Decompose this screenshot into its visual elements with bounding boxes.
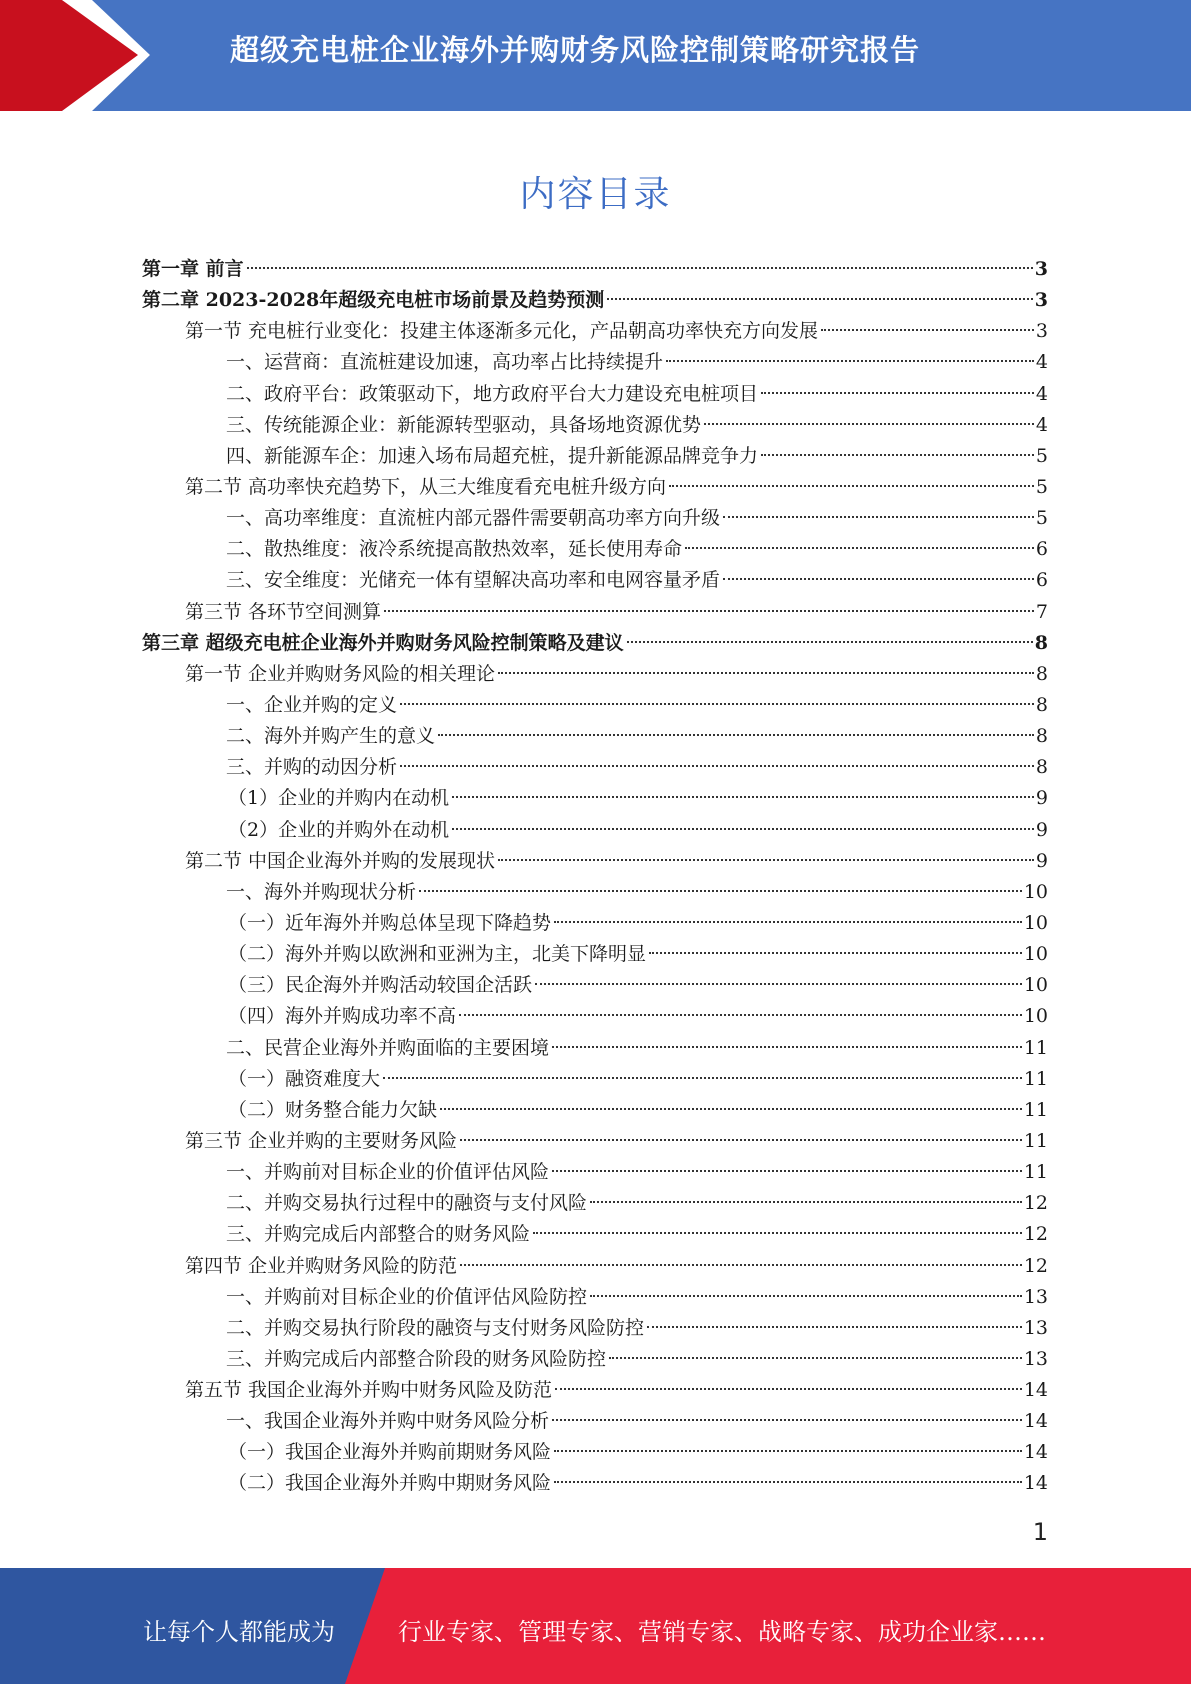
toc-dot-leader <box>460 1139 1022 1141</box>
toc-entry-page: 10 <box>1023 911 1048 934</box>
toc-entry-page: 8 <box>1034 631 1048 654</box>
toc-dot-leader <box>383 1077 1022 1079</box>
toc-entry[interactable] <box>142 659 1048 690</box>
toc-entry[interactable] <box>142 877 1048 908</box>
toc-dot-leader <box>459 1014 1022 1016</box>
toc-dot-leader <box>498 859 1034 861</box>
toc-dot-leader <box>761 392 1034 394</box>
toc-entry-page: 11 <box>1023 1161 1048 1184</box>
toc-entry-title: （一）我国企业海外并购前期财务风险 <box>228 1441 552 1464</box>
toc-dot-leader <box>669 485 1034 487</box>
toc-entry-page: 9 <box>1035 849 1048 872</box>
toc-dot-leader <box>533 1232 1022 1234</box>
toc-entry[interactable] <box>142 503 1048 534</box>
toc-dot-leader <box>554 1481 1022 1483</box>
toc-entry[interactable] <box>142 472 1048 503</box>
page-number: 1 <box>1032 1518 1048 1546</box>
toc-entry-page: 8 <box>1035 725 1048 748</box>
toc-entry[interactable] <box>142 1064 1048 1095</box>
report-title: 超级充电桩企业海外并购财务风险控制策略研究报告 <box>230 33 921 67</box>
toc-entry-title: 三、安全维度：光储充一体有望解决高功率和电网容量矛盾 <box>226 569 721 592</box>
toc-dot-leader <box>460 1264 1022 1266</box>
toc-entry-page: 8 <box>1035 693 1048 716</box>
toc-entry-page: 12 <box>1023 1254 1048 1277</box>
toc-entry-title: 二、海外并购产生的意义 <box>226 725 436 748</box>
toc-entry-title: 第五节 我国企业海外并购中财务风险及防范 <box>185 1379 553 1402</box>
toc-entry-title: 二、并购交易执行阶段的融资与支付财务风险防控 <box>226 1316 645 1339</box>
toc-entry-title: 三、并购的动因分析 <box>226 756 398 779</box>
toc-entry-page: 9 <box>1035 787 1048 810</box>
toc-entry-title: 一、高功率维度：直流桩内部元器件需要朝高功率方向升级 <box>226 507 721 530</box>
toc-entry-page: 14 <box>1023 1441 1048 1464</box>
toc-entry-title: 第三节 各环节空间测算 <box>185 600 382 623</box>
toc-heading: 内容目录 <box>519 174 672 215</box>
toc-entry-title: 四、新能源车企：加速入场布局超充桩，提升新能源品牌竞争力 <box>226 444 759 467</box>
footer-slogan-left: 让每个人都能成为 <box>143 1618 335 1646</box>
toc-entry-page: 11 <box>1023 1129 1048 1152</box>
toc-entry[interactable] <box>142 410 1048 441</box>
toc-entry-page: 6 <box>1035 569 1048 592</box>
toc-dot-leader <box>438 734 1034 736</box>
toc-entry-title: 第二章 2023-2028年超级充电桩市场前景及趋势预测 <box>142 289 605 312</box>
toc-entry-title: （二）财务整合能力欠缺 <box>228 1098 438 1121</box>
toc-entry-page: 13 <box>1023 1285 1048 1308</box>
toc-entry-title: 第三节 企业并购的主要财务风险 <box>185 1129 458 1152</box>
toc-entry-page: 4 <box>1035 382 1048 405</box>
toc-dot-leader <box>821 329 1034 331</box>
toc-entry-title: 第一节 企业并购财务风险的相关理论 <box>185 662 496 685</box>
toc-entry-title: （2）企业的并购外在动机 <box>228 818 450 841</box>
toc-dot-leader <box>452 828 1034 830</box>
toc-dot-leader <box>552 1419 1022 1421</box>
footer-banner <box>0 1568 1191 1684</box>
toc-entry[interactable] <box>142 1344 1048 1375</box>
toc-entry[interactable] <box>142 1313 1048 1344</box>
toc-entry-page: 5 <box>1035 507 1048 530</box>
toc-entry[interactable] <box>142 908 1048 939</box>
toc-entry-page: 13 <box>1023 1347 1048 1370</box>
toc-entry-page: 13 <box>1023 1316 1048 1339</box>
toc-dot-leader <box>552 1170 1022 1172</box>
toc-entry-title: 三、并购完成后内部整合的财务风险 <box>226 1223 531 1246</box>
toc-dot-leader <box>554 1450 1022 1452</box>
toc-entry[interactable] <box>142 254 1048 285</box>
toc-dot-leader <box>607 298 1033 300</box>
toc-entry[interactable] <box>142 1157 1048 1188</box>
toc-entry-page: 10 <box>1023 943 1048 966</box>
toc-entry[interactable] <box>142 285 1048 316</box>
toc-entry-title: 第四节 企业并购财务风险的防范 <box>185 1254 458 1277</box>
toc-entry-page: 3 <box>1034 258 1048 280</box>
header-banner <box>0 0 1191 111</box>
toc-dot-leader <box>400 703 1034 705</box>
toc-entry-page: 10 <box>1023 880 1048 903</box>
toc-entry-title: 一、我国企业海外并购中财务风险分析 <box>226 1410 550 1433</box>
toc-entry[interactable] <box>142 939 1048 970</box>
toc-dot-leader <box>247 267 1033 269</box>
toc-entry-page: 5 <box>1035 475 1048 498</box>
toc-entry-page: 4 <box>1035 351 1048 374</box>
toc-entry-title: 一、企业并购的定义 <box>226 693 398 716</box>
toc-entry-title: （一）近年海外并购总体呈现下降趋势 <box>228 911 552 934</box>
toc-dot-leader <box>666 360 1034 362</box>
toc-entry[interactable] <box>142 347 1048 378</box>
toc-entry-page: 3 <box>1034 289 1048 312</box>
toc-entry-title: （三）民企海外并购活动较国企活跃 <box>228 974 533 997</box>
toc-entry[interactable] <box>142 628 1048 659</box>
toc-entry-page: 14 <box>1023 1410 1048 1433</box>
toc-entry-page: 11 <box>1023 1098 1048 1121</box>
toc-entry-title: 二、民营企业海外并购面临的主要困境 <box>226 1036 550 1059</box>
toc-entry[interactable] <box>142 1406 1048 1437</box>
toc-entry[interactable] <box>142 1033 1048 1064</box>
toc-entry[interactable] <box>142 316 1048 347</box>
toc-dot-leader <box>609 1357 1022 1359</box>
toc-dot-leader <box>452 796 1034 798</box>
toc-entry-title: 第三章 超级充电桩企业海外并购财务风险控制策略及建议 <box>142 631 624 654</box>
toc-entry[interactable] <box>142 1468 1048 1499</box>
toc-dot-leader <box>498 672 1034 674</box>
toc-entry-title: （1）企业的并购内在动机 <box>228 787 450 810</box>
toc-entry-page: 14 <box>1023 1379 1048 1402</box>
toc-dot-leader <box>535 983 1022 985</box>
toc-entry[interactable] <box>142 441 1048 472</box>
toc-entry-title: （四）海外并购成功率不高 <box>228 1005 457 1028</box>
toc-entry[interactable] <box>142 1126 1048 1157</box>
toc-entry-page: 11 <box>1023 1036 1048 1059</box>
toc-dot-leader <box>649 952 1022 954</box>
toc-entry-page: 9 <box>1035 818 1048 841</box>
toc-entry-page: 6 <box>1035 538 1048 561</box>
toc-dot-leader <box>590 1295 1022 1297</box>
toc-entry[interactable] <box>142 783 1048 814</box>
toc-entry-page: 12 <box>1023 1192 1048 1215</box>
toc-dot-leader <box>552 1046 1022 1048</box>
toc-entry-page: 8 <box>1035 756 1048 779</box>
toc-entry-page: 4 <box>1035 413 1048 436</box>
toc-dot-leader <box>723 516 1034 518</box>
toc-entry[interactable] <box>142 1001 1048 1032</box>
toc-entry-title: 第一章 前言 <box>142 258 244 280</box>
footer-slogan-right: 行业专家、管理专家、营销专家、战略专家、成功企业家…… <box>398 1618 1046 1646</box>
toc-dot-leader <box>685 547 1034 549</box>
toc-entry[interactable] <box>142 721 1048 752</box>
toc-entry-page: 10 <box>1023 1005 1048 1028</box>
toc-dot-leader <box>554 921 1022 923</box>
toc-entry-page: 14 <box>1023 1472 1048 1495</box>
toc-entry[interactable] <box>142 1375 1048 1406</box>
toc-entry[interactable] <box>142 1282 1048 1313</box>
toc-entry-title: 二、政府平台：政策驱动下，地方政府平台大力建设充电桩项目 <box>226 382 759 405</box>
toc-entry[interactable] <box>142 1219 1048 1250</box>
toc-entry[interactable] <box>142 597 1048 628</box>
toc-entry-title: 一、运营商：直流桩建设加速，高功率占比持续提升 <box>226 351 664 374</box>
toc-entry[interactable] <box>142 752 1048 783</box>
toc-dot-leader <box>440 1108 1022 1110</box>
toc-entry-page: 7 <box>1035 600 1048 623</box>
toc-dot-leader <box>590 1201 1022 1203</box>
toc-dot-leader <box>761 454 1034 456</box>
toc-entry-title: 三、并购完成后内部整合阶段的财务风险防控 <box>226 1347 607 1370</box>
toc-dot-leader <box>627 641 1033 643</box>
toc-entry-title: （二）我国企业海外并购中期财务风险 <box>228 1472 552 1495</box>
toc-dot-leader <box>555 1388 1022 1390</box>
toc-entry-page: 12 <box>1023 1223 1048 1246</box>
toc-entry[interactable] <box>142 846 1048 877</box>
toc-entry[interactable] <box>142 690 1048 721</box>
toc-dot-leader <box>723 578 1034 580</box>
toc-entry-title: 一、并购前对目标企业的价值评估风险防控 <box>226 1285 588 1308</box>
table-of-contents <box>142 254 1048 1500</box>
toc-entry[interactable] <box>142 1251 1048 1282</box>
toc-entry[interactable] <box>142 970 1048 1001</box>
toc-dot-leader <box>647 1326 1022 1328</box>
toc-entry-title: 第二节 中国企业海外并购的发展现状 <box>185 849 496 872</box>
toc-entry[interactable] <box>142 1188 1048 1219</box>
toc-entry-title: 第一节 充电桩行业变化：投建主体逐渐多元化，产品朝高功率快充方向发展 <box>185 320 819 343</box>
toc-entry-title: （一）融资难度大 <box>228 1067 381 1090</box>
toc-entry-title: 三、传统能源企业：新能源转型驱动，具备场地资源优势 <box>226 413 702 436</box>
toc-dot-leader <box>419 890 1022 892</box>
toc-entry-title: 一、并购前对目标企业的价值评估风险 <box>226 1161 550 1184</box>
toc-entry-page: 5 <box>1035 444 1048 467</box>
toc-entry-page: 11 <box>1023 1067 1048 1090</box>
toc-entry[interactable] <box>142 379 1048 410</box>
toc-entry[interactable] <box>142 534 1048 565</box>
toc-entry-title: 二、并购交易执行过程中的融资与支付风险 <box>226 1192 588 1215</box>
toc-entry[interactable] <box>142 565 1048 596</box>
toc-entry[interactable] <box>142 815 1048 846</box>
toc-entry-title: 一、海外并购现状分析 <box>226 880 417 903</box>
toc-entry-title: 第二节 高功率快充趋势下，从三大维度看充电桩升级方向 <box>185 475 667 498</box>
toc-entry-page: 3 <box>1035 320 1048 343</box>
toc-entry-page: 10 <box>1023 974 1048 997</box>
toc-entry-page: 8 <box>1035 662 1048 685</box>
toc-dot-leader <box>400 765 1034 767</box>
toc-entry[interactable] <box>142 1437 1048 1468</box>
toc-entry-title: 二、散热维度：液冷系统提高散热效率，延长使用寿命 <box>226 538 683 561</box>
toc-entry-title: （二）海外并购以欧洲和亚洲为主，北美下降明显 <box>228 943 647 966</box>
toc-entry[interactable] <box>142 1095 1048 1126</box>
toc-dot-leader <box>704 423 1034 425</box>
toc-dot-leader <box>384 610 1034 612</box>
